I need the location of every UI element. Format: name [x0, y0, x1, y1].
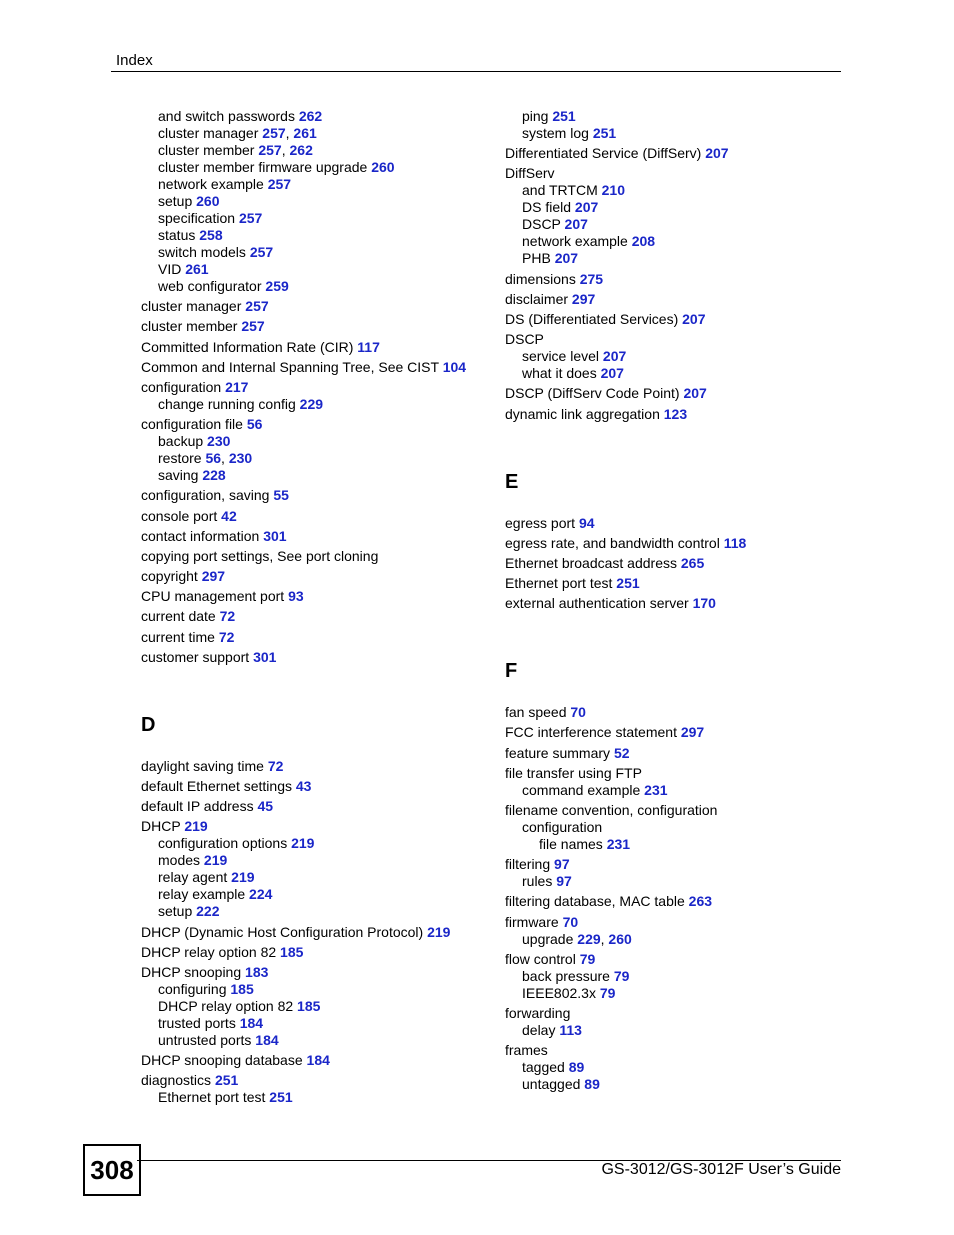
page-reference-link[interactable]: 297 — [680, 724, 705, 741]
index-entry — [141, 924, 491, 941]
page-number: 308 — [83, 1144, 141, 1196]
index-term: untagged — [522, 1076, 581, 1093]
index-term: egress rate, and bandwidth control — [505, 534, 720, 551]
index-entry — [141, 359, 491, 376]
index-entry: cluster manager 257, 261 — [158, 125, 317, 141]
index-entry — [141, 416, 491, 433]
index-term: DHCP snooping database — [141, 1052, 303, 1069]
index-term: trusted ports — [158, 1014, 236, 1031]
index-term: Differentiated Service (DiffServ) — [505, 145, 702, 162]
page-reference-link[interactable]: 257 — [238, 210, 263, 226]
index-entry — [141, 798, 491, 815]
index-column-right — [505, 108, 855, 1093]
page-reference-link[interactable]: 207 — [574, 199, 599, 216]
index-term: network example — [522, 233, 628, 250]
page-reference-link[interactable]: 217 — [225, 378, 249, 395]
index-entry — [505, 250, 855, 267]
index-entry — [141, 886, 491, 903]
index-entry — [505, 199, 855, 216]
page-reference-link[interactable]: 72 — [219, 608, 236, 625]
index-term: copyright — [141, 568, 198, 585]
index-entry — [141, 568, 491, 585]
index-term: delay — [522, 1021, 556, 1038]
page-reference-link[interactable]: 297 — [201, 568, 226, 585]
page-reference-link[interactable]: 251 — [214, 1072, 239, 1089]
page-reference-link[interactable]: 70 — [570, 704, 586, 721]
page-reference-link[interactable]: 224 — [249, 886, 273, 903]
page-reference-link[interactable]: 79 — [613, 967, 630, 984]
index-term: specification — [158, 210, 236, 226]
index-term: current date — [141, 608, 216, 625]
index-term: system log — [522, 125, 589, 141]
index-entry — [505, 951, 855, 968]
index-entry — [141, 487, 491, 504]
index-term: dimensions — [505, 270, 576, 287]
index-term: DHCP relay option 82 — [141, 943, 277, 960]
page-reference-link[interactable]: 52 — [613, 744, 630, 761]
index-term: Committed Information Rate (CIR) — [141, 338, 354, 355]
page-reference-link[interactable]: 261 — [293, 125, 317, 141]
index-term: modes — [158, 852, 201, 869]
page-reference-link[interactable]: 297 — [571, 290, 596, 307]
index-entry — [141, 998, 491, 1015]
page-reference-link[interactable]: 56 — [246, 416, 263, 433]
index-term: egress port — [505, 514, 576, 531]
index-entry — [505, 873, 855, 890]
index-term: Ethernet port test — [158, 1089, 266, 1106]
page-reference-link[interactable]: 259 — [265, 278, 289, 294]
index-entry — [141, 588, 491, 605]
index-entry — [141, 261, 491, 278]
index-entry — [141, 298, 491, 315]
index-entry — [141, 944, 491, 961]
index-entry — [505, 216, 855, 233]
index-entry — [141, 1072, 491, 1089]
page-reference-link[interactable]: 251 — [269, 1089, 293, 1106]
index-entry — [505, 165, 855, 182]
page-reference-link[interactable]: 219 — [203, 852, 228, 869]
index-entry — [141, 159, 491, 176]
index-entry — [141, 433, 491, 450]
index-term: DHCP (Dynamic Host Configuration Protocol) — [141, 923, 424, 940]
index-entry: upgrade 229, 260 — [522, 930, 632, 947]
index-term: console port — [141, 507, 218, 524]
page-reference-link[interactable]: 207 — [682, 310, 706, 327]
index-term: filtering database, MAC table — [505, 893, 685, 910]
page-reference-link[interactable]: 79 — [599, 984, 616, 1001]
index-entry — [141, 193, 491, 210]
index-entry — [141, 869, 491, 886]
index-entry — [505, 575, 855, 592]
index-entry — [505, 365, 855, 382]
index-term: frames — [505, 1042, 548, 1059]
index-term: backup — [158, 433, 204, 450]
index-entry — [505, 291, 855, 308]
index-term: DHCP snooping — [141, 963, 242, 980]
index-entry — [141, 1089, 491, 1106]
page-reference-link[interactable]: 265 — [680, 554, 705, 571]
index-entry — [141, 318, 491, 335]
index-entry — [505, 893, 855, 910]
page-reference-link[interactable]: 251 — [552, 108, 576, 124]
index-term: DSCP (DiffServ Code Point) — [505, 385, 680, 402]
index-entry — [505, 406, 855, 423]
index-entry — [141, 528, 491, 545]
index-term: DSCP — [505, 331, 544, 348]
index-term: untrusted ports — [158, 1031, 252, 1048]
index-entry — [505, 704, 855, 721]
index-entry — [141, 608, 491, 625]
page-reference-link[interactable]: 257 — [267, 176, 292, 192]
index-entry — [505, 555, 855, 572]
index-term: what it does — [522, 365, 597, 382]
index-entry — [141, 379, 491, 396]
page-reference-link[interactable]: 260 — [371, 159, 395, 175]
index-term: external authentication server — [505, 595, 689, 612]
page-reference-link[interactable]: 55 — [273, 487, 289, 504]
index-term: DHCP relay option 82 — [158, 997, 294, 1014]
index-entry — [141, 508, 491, 525]
index-term: current time — [141, 628, 215, 645]
index-entry — [505, 1076, 855, 1093]
index-term: configuring — [158, 980, 227, 997]
page-reference-link[interactable]: 263 — [688, 893, 713, 910]
index-term: setup — [158, 193, 193, 209]
index-term: back pressure — [522, 967, 610, 984]
index-term: cluster member — [141, 318, 238, 335]
index-entry — [505, 1005, 855, 1022]
index-entry — [505, 595, 855, 612]
page-reference-link[interactable]: 258 — [199, 227, 223, 243]
index-term: diagnostics — [141, 1072, 212, 1089]
page-reference-link[interactable]: 229 — [299, 395, 324, 412]
index-term: restore — [158, 450, 202, 467]
index-term: tagged — [522, 1059, 565, 1076]
page-reference-link[interactable]: 93 — [288, 588, 304, 605]
page-reference-link[interactable]: 222 — [196, 903, 220, 920]
index-entry — [505, 515, 855, 532]
page-reference-link[interactable]: 79 — [579, 950, 596, 967]
index-term: FCC interference statement — [505, 724, 677, 741]
index-term: customer support — [141, 648, 250, 665]
index-entry — [505, 182, 855, 199]
index-entry — [505, 145, 855, 162]
page-reference-link[interactable]: 257 — [249, 244, 274, 260]
page-reference-link[interactable]: 301 — [263, 527, 287, 544]
index-entry — [141, 227, 491, 244]
index-entry — [505, 233, 855, 250]
index-term: configuration, saving — [141, 487, 270, 504]
index-entry — [505, 836, 855, 853]
index-entry — [505, 271, 855, 288]
index-entry — [141, 903, 491, 920]
index-entry — [141, 852, 491, 869]
index-entry — [141, 629, 491, 646]
page-reference-link[interactable]: 257 — [262, 125, 286, 141]
index-entry — [505, 125, 855, 142]
index-term: command example — [522, 781, 641, 798]
page-reference-link[interactable]: 104 — [442, 358, 467, 375]
page-reference-link[interactable]: 170 — [692, 595, 716, 612]
index-term: web configurator — [158, 278, 262, 294]
index-term: saving — [158, 467, 199, 484]
index-term: and switch passwords — [158, 108, 295, 124]
index-entry — [505, 1059, 855, 1076]
index-entry — [141, 1032, 491, 1049]
index-entry — [141, 244, 491, 261]
page-reference-link[interactable]: 275 — [579, 270, 604, 287]
page-reference-link[interactable]: 97 — [556, 873, 572, 890]
page-reference-link[interactable]: 260 — [196, 193, 220, 209]
index-entry — [505, 765, 855, 782]
page-reference-link[interactable]: 228 — [202, 467, 226, 484]
index-entry — [505, 331, 855, 348]
index-entry — [505, 968, 855, 985]
page-reference-link[interactable]: 229 — [577, 930, 601, 947]
index-term: cluster manager — [158, 125, 259, 141]
page-reference-link[interactable]: 89 — [568, 1059, 585, 1076]
page-reference-link[interactable]: 97 — [554, 856, 570, 873]
index-entry — [505, 724, 855, 741]
index-entry — [141, 210, 491, 227]
index-term: cluster member firmware upgrade — [158, 159, 368, 175]
section-letter-heading: E — [505, 470, 519, 493]
index-term: flow control — [505, 950, 576, 967]
index-term: and TRTCM — [522, 182, 598, 199]
index-entry — [505, 782, 855, 799]
index-term: cluster member — [158, 142, 255, 158]
page-reference-link[interactable]: 185 — [230, 980, 254, 997]
page-reference-link[interactable]: 72 — [218, 628, 235, 645]
index-entry — [505, 1042, 855, 1059]
page-reference-link[interactable]: 42 — [221, 507, 237, 524]
page-reference-link[interactable]: 230 — [207, 433, 231, 450]
index-entry — [505, 856, 855, 873]
index-term: service level — [522, 348, 600, 365]
page-reference-link[interactable]: 185 — [297, 997, 321, 1014]
index-entry — [141, 467, 491, 484]
index-term: contact information — [141, 527, 260, 544]
page-reference-link[interactable]: 56 — [205, 450, 222, 467]
index-term: PHB — [522, 250, 551, 267]
index-entry — [141, 278, 491, 295]
index-entry — [141, 649, 491, 666]
index-term: configuration file — [141, 416, 243, 433]
page-reference-link[interactable]: 301 — [253, 648, 277, 665]
index-term: DHCP — [141, 818, 181, 835]
index-entry: restore 56, 230 — [158, 450, 253, 467]
index-entry — [505, 914, 855, 931]
index-term: file names — [539, 836, 603, 852]
index-entry — [141, 339, 491, 356]
page-reference-link[interactable]: 72 — [267, 757, 284, 774]
index-column-left — [141, 108, 491, 1106]
index-term: ping — [522, 108, 549, 124]
index-term: IEEE802.3x — [522, 984, 596, 1001]
page-reference-link[interactable]: 219 — [231, 869, 255, 886]
index-term: filtering — [505, 856, 551, 873]
index-entry — [505, 535, 855, 552]
index-term: dynamic link aggregation — [505, 405, 660, 422]
page-reference-link[interactable]: 113 — [559, 1021, 582, 1038]
index-term: Common and Internal Spanning Tree, See CIST — [141, 358, 439, 375]
index-entry — [505, 1022, 855, 1039]
index-term: DSCP — [522, 216, 561, 233]
header-divider — [111, 71, 841, 72]
index-entry — [141, 548, 491, 565]
running-header: Index — [116, 52, 153, 69]
index-term: DS (Differentiated Services) — [505, 310, 679, 327]
index-term: forwarding — [505, 1004, 571, 1021]
index-term: rules — [522, 873, 553, 890]
page-reference-link[interactable]: 185 — [280, 943, 304, 960]
page-reference-link[interactable]: 261 — [185, 261, 209, 277]
index-term: configuration — [141, 378, 222, 395]
index-entry — [141, 778, 491, 795]
index-entry — [141, 1052, 491, 1069]
index-term: default Ethernet settings — [141, 778, 292, 794]
page-reference-link[interactable]: 70 — [562, 913, 579, 930]
page-reference-link[interactable]: 219 — [184, 818, 208, 835]
page-reference-link[interactable]: 219 — [427, 923, 451, 940]
page-reference-link[interactable]: 262 — [298, 108, 323, 124]
index-entry: cluster member 257, 262 — [158, 142, 313, 158]
page-reference-link[interactable]: 183 — [245, 963, 269, 980]
page-reference-link[interactable]: 208 — [631, 233, 656, 250]
page-reference-link[interactable]: 89 — [584, 1076, 600, 1093]
index-term: filename convention, configuration — [505, 802, 718, 818]
index-entry — [141, 964, 491, 981]
index-term: change running config — [158, 395, 296, 412]
index-entry — [141, 396, 491, 413]
index-term: fan speed — [505, 704, 567, 721]
index-entry — [141, 981, 491, 998]
index-term: DiffServ — [505, 165, 555, 182]
index-entry — [141, 1015, 491, 1032]
index-term: file transfer using FTP — [505, 764, 642, 781]
index-term: configuration — [522, 819, 603, 835]
index-term: disclaimer — [505, 290, 569, 307]
page-reference-link[interactable]: 207 — [705, 145, 729, 162]
index-term: feature summary — [505, 744, 611, 761]
page-reference-link[interactable]: 207 — [683, 385, 707, 402]
page-reference-link[interactable]: 230 — [228, 450, 253, 467]
page-reference-link[interactable]: 262 — [289, 142, 313, 158]
page-reference-link[interactable]: 251 — [616, 575, 640, 592]
page-reference-link[interactable]: 117 — [357, 338, 380, 355]
index-term: relay example — [158, 886, 246, 903]
index-term: daylight saving time — [141, 757, 264, 774]
index-term: VID — [158, 261, 182, 277]
index-term: switch models — [158, 244, 246, 260]
section-letter-heading: F — [505, 660, 518, 683]
page-reference-link[interactable]: 184 — [255, 1031, 279, 1048]
index-entry — [141, 758, 491, 775]
index-term: firmware — [505, 913, 559, 930]
index-entry — [505, 985, 855, 1002]
page-reference-link[interactable]: 207 — [602, 348, 627, 365]
page-reference-link[interactable]: 207 — [600, 365, 624, 382]
index-entry — [505, 819, 855, 836]
page-reference-link[interactable]: 45 — [257, 798, 274, 815]
index-entry — [505, 802, 855, 819]
page-reference-link[interactable]: 231 — [644, 781, 668, 798]
guide-title: GS-3012/GS-3012F User’s Guide — [601, 1161, 841, 1178]
index-term: CPU management port — [141, 588, 285, 605]
index-term: network example — [158, 176, 264, 192]
index-entry — [141, 108, 491, 125]
page-reference-link[interactable]: 43 — [295, 778, 312, 794]
index-term: upgrade — [522, 930, 574, 947]
page-reference-link[interactable]: 257 — [245, 298, 269, 315]
page-reference-link[interactable]: 257 — [258, 142, 282, 158]
index-term: Ethernet broadcast address — [505, 554, 677, 571]
index-term: DS field — [522, 199, 572, 216]
page-reference-link[interactable]: 207 — [554, 250, 579, 267]
page-reference-link[interactable]: 219 — [291, 835, 315, 852]
section-letter-heading: D — [141, 713, 156, 736]
page-reference-link[interactable]: 123 — [663, 405, 688, 422]
page-reference-link[interactable]: 231 — [606, 836, 631, 852]
page-reference-link[interactable]: 184 — [239, 1014, 264, 1031]
page-reference-link[interactable]: 260 — [608, 930, 632, 947]
page-reference-link[interactable]: 251 — [592, 125, 617, 141]
index-entry — [141, 176, 491, 193]
page-reference-link[interactable]: 257 — [241, 318, 265, 335]
index-entry — [505, 385, 855, 402]
page-reference-link[interactable]: 210 — [601, 182, 625, 199]
index-entry — [141, 835, 491, 852]
index-term: setup — [158, 903, 193, 920]
index-term: status — [158, 227, 196, 243]
index-term: default IP address — [141, 798, 254, 815]
index-entry — [505, 108, 855, 125]
page-reference-link[interactable]: 118 — [723, 534, 747, 551]
index-entry — [505, 311, 855, 328]
page-reference-link[interactable]: 184 — [306, 1052, 330, 1069]
index-entry — [141, 818, 491, 835]
index-term: Ethernet port test — [505, 575, 613, 592]
index-term: configuration options — [158, 835, 288, 852]
index-entry — [505, 348, 855, 365]
page-reference-link[interactable]: 94 — [578, 514, 595, 531]
index-term: relay agent — [158, 869, 228, 886]
page-reference-link[interactable]: 207 — [564, 216, 588, 233]
index-entry — [505, 745, 855, 762]
index-term: copying port settings, See port cloning — [141, 547, 379, 564]
index-term: cluster manager — [141, 298, 242, 315]
